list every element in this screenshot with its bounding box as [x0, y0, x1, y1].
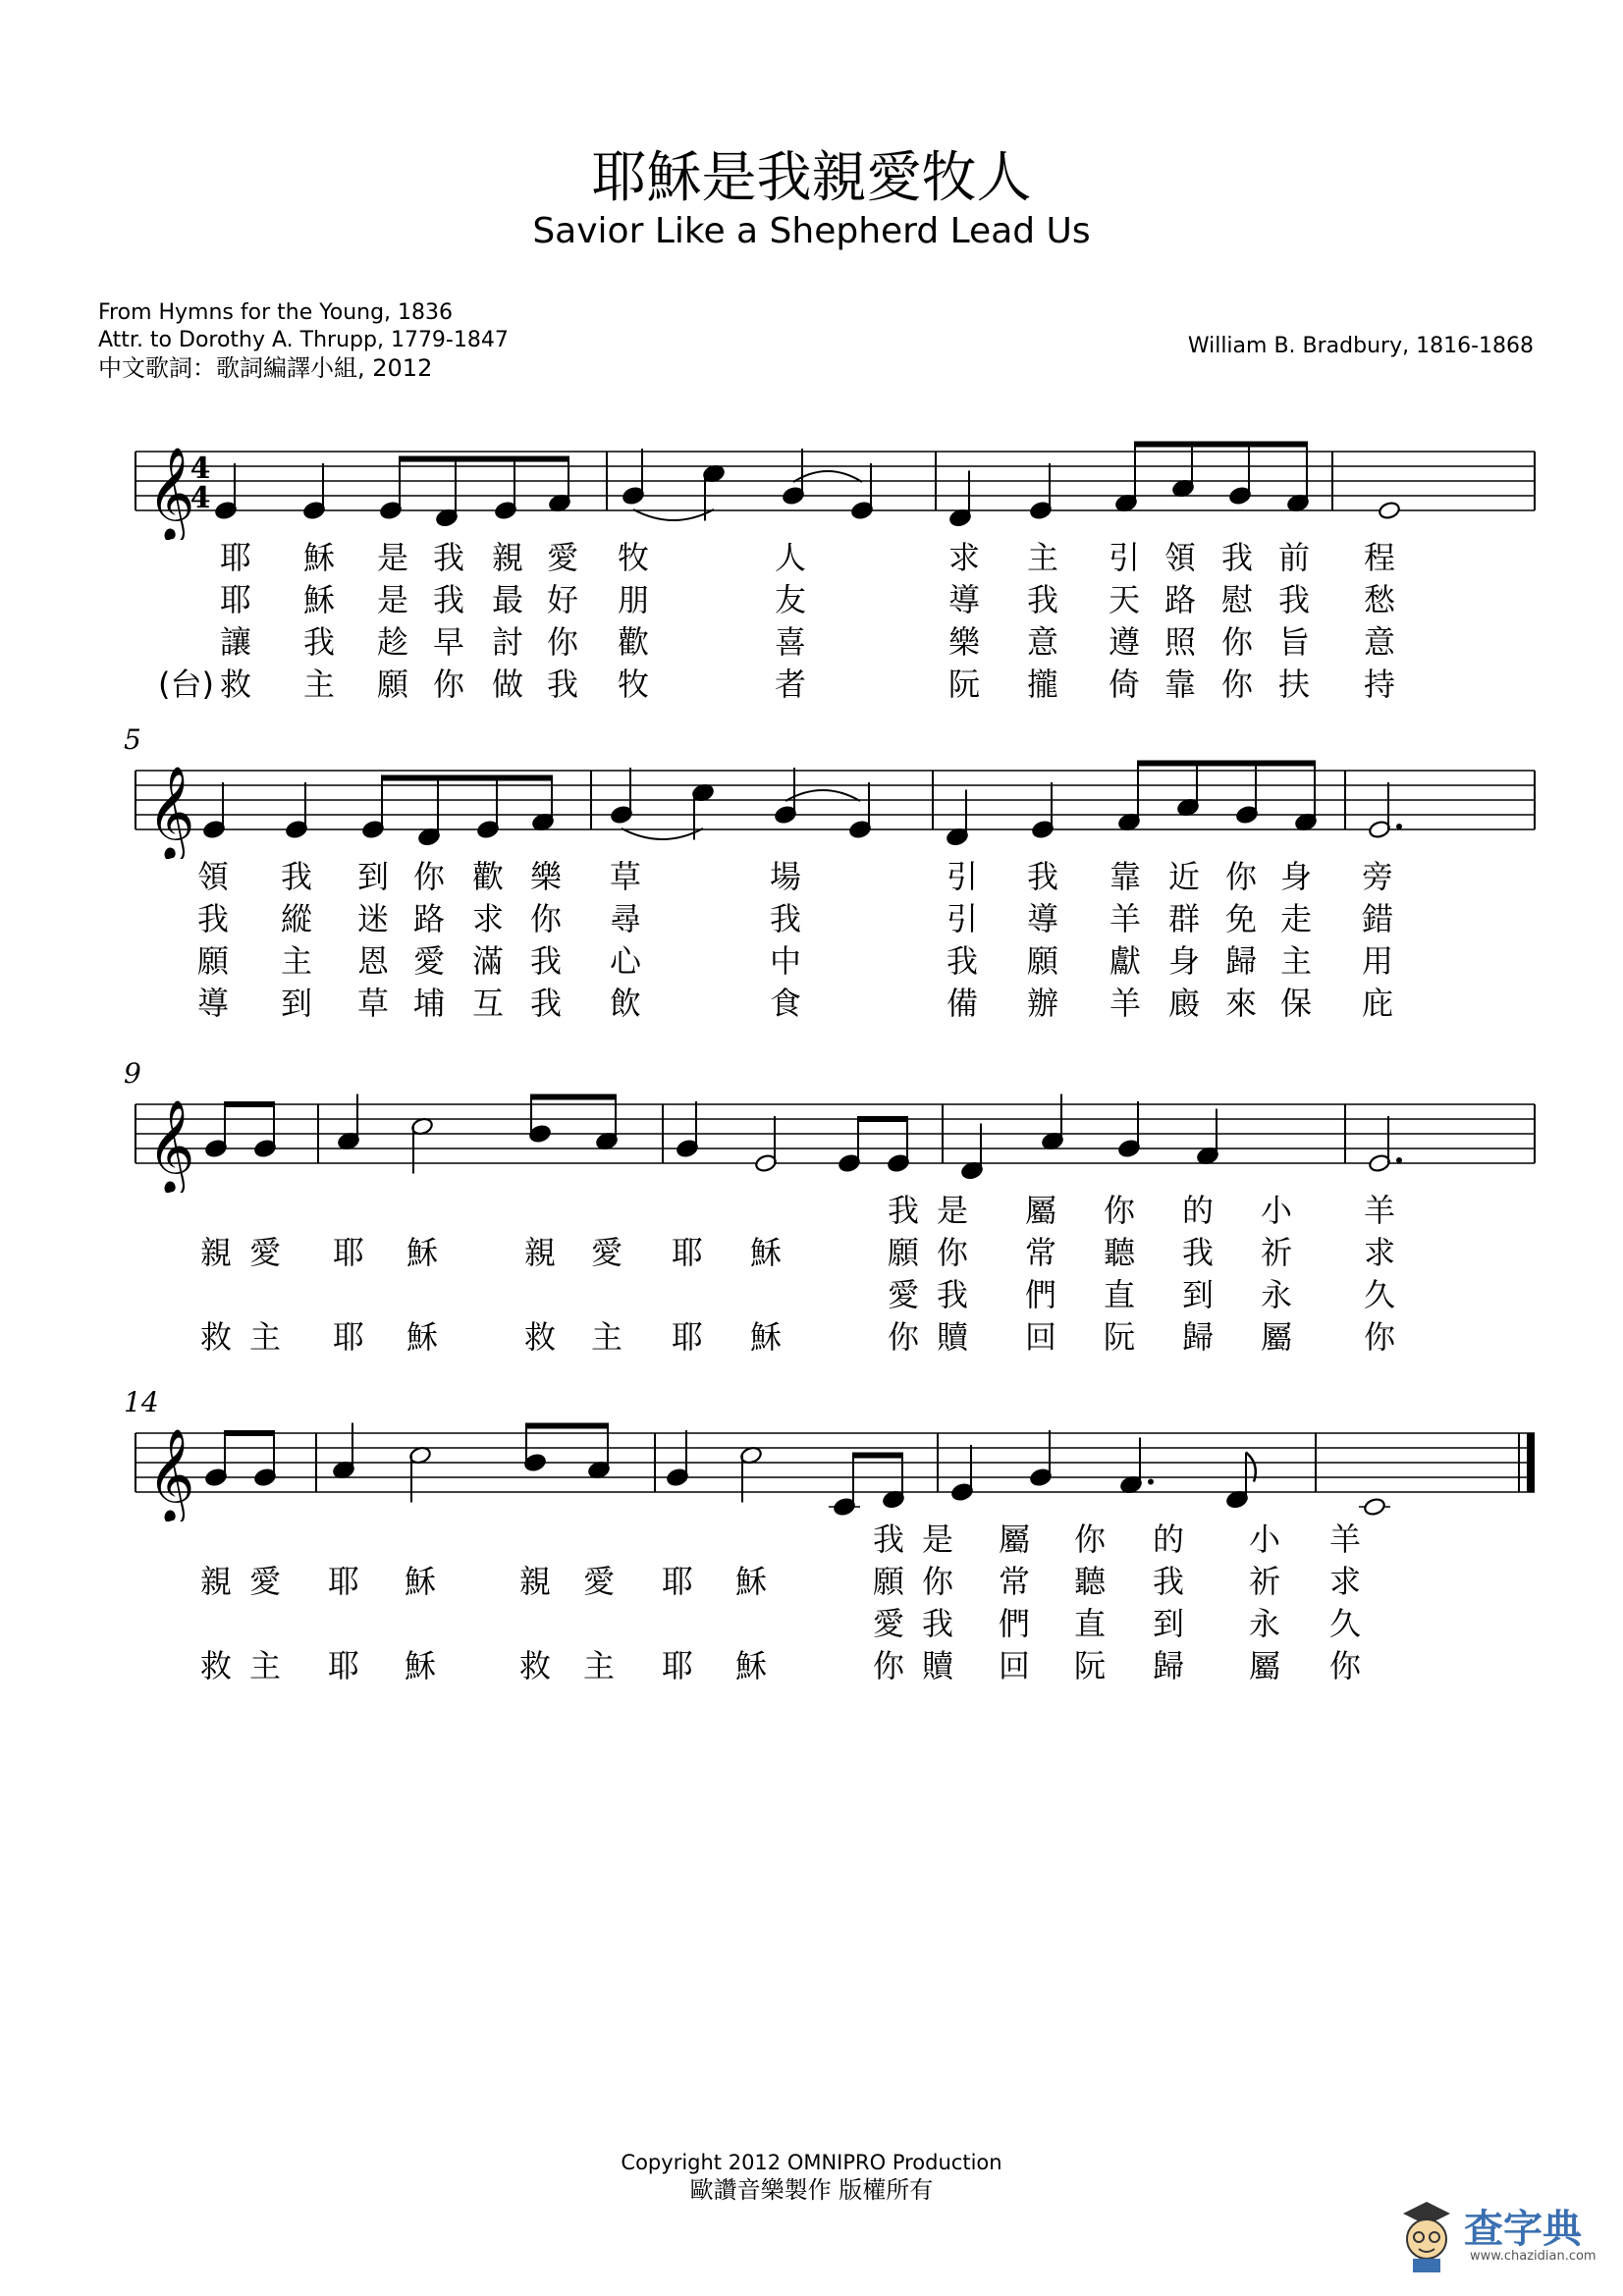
lyric-syllable: 導	[947, 581, 981, 618]
lyric-syllable: 讓	[219, 623, 252, 661]
lyric-syllable: 意	[1363, 623, 1396, 661]
lyric-syllable: 羊	[1109, 900, 1142, 937]
lyric-syllable: 常	[998, 1563, 1031, 1600]
lyric-syllable: 羊	[1363, 1192, 1396, 1229]
lyric-syllable: 屬	[998, 1521, 1031, 1558]
final-barline-thick	[1527, 1433, 1535, 1492]
lyric-syllable: 做	[491, 666, 524, 703]
watermark-logo	[1395, 2192, 1601, 2276]
lyric-syllable: 你	[1103, 1192, 1136, 1229]
lyric-syllable: 贖	[936, 1318, 969, 1356]
lyric-syllable: 親	[523, 1234, 557, 1271]
watermark-text: 查字典	[1464, 2207, 1582, 2252]
lyric-syllable: 到	[1181, 1276, 1215, 1313]
lyric-syllable: 免	[1224, 900, 1258, 937]
staff-svg	[0, 731, 1623, 859]
lyric-syllable: 你	[546, 623, 579, 661]
lyric-syllable: 小	[1248, 1521, 1281, 1558]
scholar-cartoon-icon	[1395, 2196, 1458, 2274]
lyric-syllable: 祈	[1260, 1234, 1293, 1271]
lyric-syllable: 我	[529, 942, 563, 980]
lyric-syllable: 回	[1024, 1318, 1057, 1356]
lyric-syllable: 導	[1026, 900, 1059, 937]
augmentation-dot	[1148, 1479, 1154, 1485]
music-system-3	[0, 1057, 1623, 1389]
lyric-syllable: 你	[432, 666, 465, 703]
lyric-syllable: 阮	[1073, 1647, 1107, 1684]
lyric-syllable: 願	[376, 666, 409, 703]
lyric-syllable: 旨	[1277, 623, 1311, 661]
lyric-syllable: 迷	[356, 900, 390, 937]
lyric-syllable: 喜	[774, 623, 807, 661]
lyric-syllable: 歡	[617, 623, 650, 661]
lyric-syllable: 用	[1361, 942, 1394, 980]
lyric-syllable: 穌	[302, 581, 336, 618]
lyric-syllable: 食	[769, 985, 802, 1022]
lyric-syllable: 牧	[617, 539, 650, 576]
lyric-syllable: 群	[1167, 900, 1201, 937]
lyric-syllable: 草	[356, 985, 390, 1022]
lyric-syllable: 愛	[546, 539, 579, 576]
lyric-syllable: 你	[529, 900, 563, 937]
note-beam	[382, 775, 552, 781]
lyric-syllable: 靠	[1163, 666, 1197, 703]
treble-clef-icon: 𝄞	[147, 447, 195, 540]
lyric-syllable: 好	[546, 581, 579, 618]
lyric-syllable: 攏	[1026, 666, 1059, 703]
lyric-syllable: 願	[1026, 942, 1059, 980]
lyric-syllable: 愛	[412, 942, 446, 980]
lyric-syllable: 我	[546, 666, 579, 703]
lyric-syllable: 備	[946, 985, 979, 1022]
lyric-syllable: 天	[1108, 581, 1141, 618]
lyric-syllable: 我	[196, 900, 230, 937]
lyric-syllable: 旁	[1361, 858, 1394, 895]
lyric-syllable: 你	[872, 1647, 905, 1684]
lyric-syllable: 趁	[376, 623, 409, 661]
lyric-syllable: 路	[1163, 581, 1197, 618]
music-system-2	[0, 723, 1623, 1045]
lyric-syllable: 到	[280, 985, 313, 1022]
lyric-syllable: 羊	[1109, 985, 1142, 1022]
lyric-syllable: 保	[1279, 985, 1313, 1022]
lyric-syllable: 主	[248, 1318, 282, 1356]
lyric-syllable: 直	[1103, 1276, 1136, 1313]
lyric-syllable: 埔	[412, 985, 446, 1022]
augmentation-dot	[1396, 1157, 1402, 1163]
lyric-syllable: 歡	[471, 858, 505, 895]
lyric-syllable: 愛	[887, 1276, 920, 1313]
note-beam	[225, 1430, 274, 1436]
staff-svg	[0, 1065, 1623, 1193]
chinese-lyrics-credit: 中文歌詞：歌詞編譯小組, 2012	[98, 354, 433, 382]
lyric-syllable: 屬	[1248, 1647, 1281, 1684]
lyric-syllable: 前	[1277, 539, 1311, 576]
lyric-syllable: 我	[1277, 581, 1311, 618]
staff-svg	[0, 1394, 1623, 1522]
lyric-syllable: 救	[523, 1318, 557, 1356]
lyric-syllable: 歸	[1224, 942, 1258, 980]
lyric-syllable: 程	[1363, 539, 1396, 576]
measure-number: 14	[124, 1386, 159, 1418]
lyric-syllable: 來	[1224, 985, 1258, 1022]
lyric-syllable: 我	[887, 1192, 920, 1229]
lyric-syllable: 小	[1260, 1192, 1293, 1229]
lyric-syllable: 我	[302, 623, 336, 661]
lyric-syllable: 主	[302, 666, 336, 703]
measure-number: 5	[124, 723, 141, 756]
source-credit: From Hymns for the Young, 1836	[98, 300, 454, 325]
lyric-syllable: 你	[936, 1234, 969, 1271]
lyric-syllable: 永	[1248, 1605, 1281, 1642]
lyric-syllable: 你	[1328, 1647, 1362, 1684]
lyric-syllable: 你	[1073, 1521, 1107, 1558]
lyric-syllable: 耶	[661, 1647, 694, 1684]
lyric-syllable: 互	[471, 985, 505, 1022]
lyric-syllable: 樂	[529, 858, 563, 895]
note-beam	[1135, 442, 1307, 448]
treble-clef-icon: 𝄞	[147, 766, 195, 859]
lyric-syllable: 歸	[1181, 1318, 1215, 1356]
lyric-syllable: 滿	[471, 942, 505, 980]
lyric-syllable: 我	[1181, 1234, 1215, 1271]
lyric-syllable: 我	[872, 1521, 905, 1558]
lyric-syllable: 辦	[1026, 985, 1059, 1022]
lyric-syllable: 親	[518, 1563, 552, 1600]
lyric-syllable: 是	[376, 539, 409, 576]
lyric-syllable: 穌	[749, 1234, 783, 1271]
lyric-syllable: 久	[1363, 1276, 1396, 1313]
lyric-syllable: 你	[412, 858, 446, 895]
lyric-syllable: 的	[1152, 1521, 1185, 1558]
lyric-syllable: 你	[1220, 623, 1254, 661]
lyric-syllable: 常	[1024, 1234, 1057, 1271]
lyric-syllable: 主	[280, 942, 313, 980]
lyric-syllable: 場	[769, 858, 802, 895]
lyric-syllable: 身	[1279, 858, 1313, 895]
lyric-syllable: 歸	[1152, 1647, 1185, 1684]
lyric-syllable: 中	[769, 942, 802, 980]
lyric-syllable: 穌	[749, 1318, 783, 1356]
lyric-syllable: 主	[582, 1647, 616, 1684]
lyric-syllable: 到	[1152, 1605, 1185, 1642]
lyric-syllable: 是	[921, 1521, 954, 1558]
lyric-syllable: 是	[376, 581, 409, 618]
note-head	[1378, 501, 1401, 520]
lyric-syllable: 我	[769, 900, 802, 937]
measure-number: 9	[124, 1057, 141, 1090]
lyric-syllable: 我	[936, 1276, 969, 1313]
lyric-syllable: 我	[280, 858, 313, 895]
lyric-credits	[98, 299, 509, 382]
lyric-syllable: 身	[1167, 942, 1201, 980]
lyric-syllable: 主	[248, 1647, 282, 1684]
lyric-syllable: 們	[998, 1605, 1031, 1642]
augmentation-dot	[1396, 824, 1402, 829]
lyric-syllable: 耶	[671, 1318, 704, 1356]
lyric-syllable: 照	[1163, 623, 1197, 661]
lyric-syllable: 是	[936, 1192, 969, 1229]
footer	[0, 2150, 1623, 2205]
note-beam	[853, 1453, 902, 1459]
lyric-syllable: 扶	[1277, 666, 1311, 703]
lyric-syllable: 導	[196, 985, 230, 1022]
lyric-syllable: 我	[921, 1605, 954, 1642]
lyric-syllable: 穌	[734, 1647, 768, 1684]
note-beam	[531, 1095, 616, 1100]
lyric-syllable: 阮	[1103, 1318, 1136, 1356]
lyric-prefix: (台)	[158, 666, 214, 703]
lyric-syllable: 救	[199, 1647, 233, 1684]
time-signature-denominator: 4	[189, 481, 211, 515]
lyric-syllable: 愛	[872, 1605, 905, 1642]
lyric-syllable: 救	[518, 1647, 552, 1684]
lyric-syllable: 你	[1363, 1318, 1396, 1356]
lyric-syllable: 最	[491, 581, 524, 618]
lyric-syllable: 到	[356, 858, 390, 895]
lyric-syllable: 廄	[1167, 985, 1201, 1022]
lyric-syllable: 聽	[1103, 1234, 1136, 1271]
composer-credit: William B. Bradbury, 1816-1868	[1187, 334, 1534, 358]
lyric-syllable: 我	[1152, 1563, 1185, 1600]
lyric-syllable: 你	[1220, 666, 1254, 703]
lyric-syllable: 親	[199, 1234, 233, 1271]
copyright-notice: Copyright 2012 OMNIPRO Production	[621, 2151, 1002, 2174]
lyric-syllable: 主	[590, 1318, 623, 1356]
lyric-syllable: 你	[1224, 858, 1258, 895]
lyric-syllable: 直	[1073, 1605, 1107, 1642]
lyric-syllable: 我	[432, 581, 465, 618]
lyric-syllable: 牧	[617, 666, 650, 703]
note-head	[1363, 1497, 1386, 1517]
lyric-syllable: 穌	[734, 1563, 768, 1600]
lyric-syllable: 領	[1163, 539, 1197, 576]
music-system-4	[0, 1386, 1623, 1718]
note-beam	[1138, 761, 1315, 767]
lyric-syllable: 耶	[327, 1563, 360, 1600]
lyric-syllable: 縱	[280, 900, 313, 937]
lyric-syllable: 阮	[947, 666, 981, 703]
lyric-syllable: 求	[1363, 1234, 1396, 1271]
lyric-syllable: 飲	[609, 985, 642, 1022]
lyric-syllable: 引	[1108, 539, 1141, 576]
lyric-syllable: 救	[199, 1318, 233, 1356]
attribution-credit: Attr. to Dorothy A. Thrupp, 1779-1847	[98, 328, 509, 352]
treble-clef-icon: 𝄞	[147, 1099, 195, 1193]
lyric-syllable: 耶	[219, 581, 252, 618]
lyric-syllable: 耶	[219, 539, 252, 576]
lyric-syllable: 領	[196, 858, 230, 895]
lyric-syllable: 回	[998, 1647, 1031, 1684]
lyric-syllable: 人	[774, 539, 807, 576]
lyric-syllable: 求	[1328, 1563, 1362, 1600]
lyric-syllable: 獻	[1109, 942, 1142, 980]
note-beam	[225, 1101, 274, 1107]
lyric-syllable: 願	[887, 1234, 920, 1271]
lyric-syllable: 我	[1026, 581, 1059, 618]
lyric-syllable: 走	[1279, 900, 1313, 937]
lyric-syllable: 你	[887, 1318, 920, 1356]
lyric-syllable: 我	[946, 942, 979, 980]
lyric-syllable: 尋	[609, 900, 642, 937]
lyric-syllable: 倚	[1108, 666, 1141, 703]
treble-clef-icon: 𝄞	[147, 1428, 195, 1522]
lyric-syllable: 者	[774, 666, 807, 703]
lyric-syllable: 親	[491, 539, 524, 576]
lyric-syllable: 遵	[1108, 623, 1141, 661]
lyric-syllable: 的	[1181, 1192, 1215, 1229]
lyric-syllable: 引	[946, 900, 979, 937]
lyric-syllable: 贖	[921, 1647, 954, 1684]
lyric-syllable: 羊	[1328, 1521, 1362, 1558]
lyric-syllable: 久	[1328, 1605, 1362, 1642]
note-beam	[400, 456, 568, 462]
lyric-syllable: 靠	[1109, 858, 1142, 895]
lyric-syllable: 心	[609, 942, 642, 980]
lyric-syllable: 意	[1026, 623, 1059, 661]
watermark-url: www.chazidian.com	[1470, 2249, 1596, 2264]
lyric-syllable: 求	[947, 539, 981, 576]
hymn-title-chinese: 耶穌是我親愛牧人	[591, 146, 1032, 210]
note-beam	[858, 1116, 907, 1122]
lyric-syllable: 聽	[1073, 1563, 1107, 1600]
lyric-syllable: 救	[219, 666, 252, 703]
lyric-syllable: 耶	[671, 1234, 704, 1271]
music-system-1	[0, 412, 1623, 726]
lyric-syllable: 屬	[1260, 1318, 1293, 1356]
lyric-syllable: 我	[432, 539, 465, 576]
lyric-syllable: 願	[196, 942, 230, 980]
lyric-syllable: 願	[872, 1563, 905, 1600]
lyric-syllable: 愁	[1363, 581, 1396, 618]
lyric-syllable: 我	[1220, 539, 1254, 576]
lyric-syllable: 草	[609, 858, 642, 895]
lyric-syllable: 屬	[1024, 1192, 1057, 1229]
lyric-syllable: 們	[1024, 1276, 1057, 1313]
lyric-syllable: 穌	[406, 1234, 439, 1271]
lyric-syllable: 祈	[1248, 1563, 1281, 1600]
lyric-syllable: 你	[921, 1563, 954, 1600]
lyric-syllable: 樂	[947, 623, 981, 661]
lyric-syllable: 愛	[248, 1563, 282, 1600]
lyric-syllable: 持	[1363, 666, 1396, 703]
lyric-syllable: 求	[471, 900, 505, 937]
lyric-syllable: 友	[774, 581, 807, 618]
lyric-syllable: 主	[1279, 942, 1313, 980]
lyric-syllable: 穌	[406, 1318, 439, 1356]
lyric-syllable: 錯	[1361, 900, 1394, 937]
lyric-syllable: 早	[432, 623, 465, 661]
lyric-syllable: 愛	[248, 1234, 282, 1271]
lyric-syllable: 耶	[661, 1563, 694, 1600]
lyric-syllable: 穌	[404, 1563, 437, 1600]
lyric-syllable: 愛	[590, 1234, 623, 1271]
lyric-syllable: 耶	[327, 1647, 360, 1684]
lyric-syllable: 我	[529, 985, 563, 1022]
note-beam	[526, 1423, 608, 1429]
lyric-syllable: 討	[491, 623, 524, 661]
rights-notice: 歐讚音樂製作 版權所有	[689, 2176, 934, 2204]
time-signature-numerator: 4	[189, 452, 211, 486]
lyric-syllable: 慰	[1220, 581, 1254, 618]
lyric-syllable: 主	[1026, 539, 1059, 576]
lyric-syllable: 耶	[332, 1318, 365, 1356]
lyric-syllable: 路	[412, 900, 446, 937]
lyric-syllable: 穌	[302, 539, 336, 576]
staff-svg	[0, 412, 1623, 540]
lyric-syllable: 耶	[332, 1234, 365, 1271]
lyric-syllable: 親	[199, 1563, 233, 1600]
lyric-syllable: 穌	[404, 1647, 437, 1684]
lyric-syllable: 朋	[617, 581, 650, 618]
lyric-syllable: 愛	[582, 1563, 616, 1600]
lyric-syllable: 引	[946, 858, 979, 895]
lyric-syllable: 永	[1260, 1276, 1293, 1313]
lyric-syllable: 近	[1167, 858, 1201, 895]
lyric-syllable: 我	[1026, 858, 1059, 895]
lyric-syllable: 恩	[356, 942, 390, 980]
hymn-title-english: Savior Like a Shepherd Lead Us	[532, 211, 1091, 251]
lyric-syllable: 庇	[1361, 985, 1394, 1022]
